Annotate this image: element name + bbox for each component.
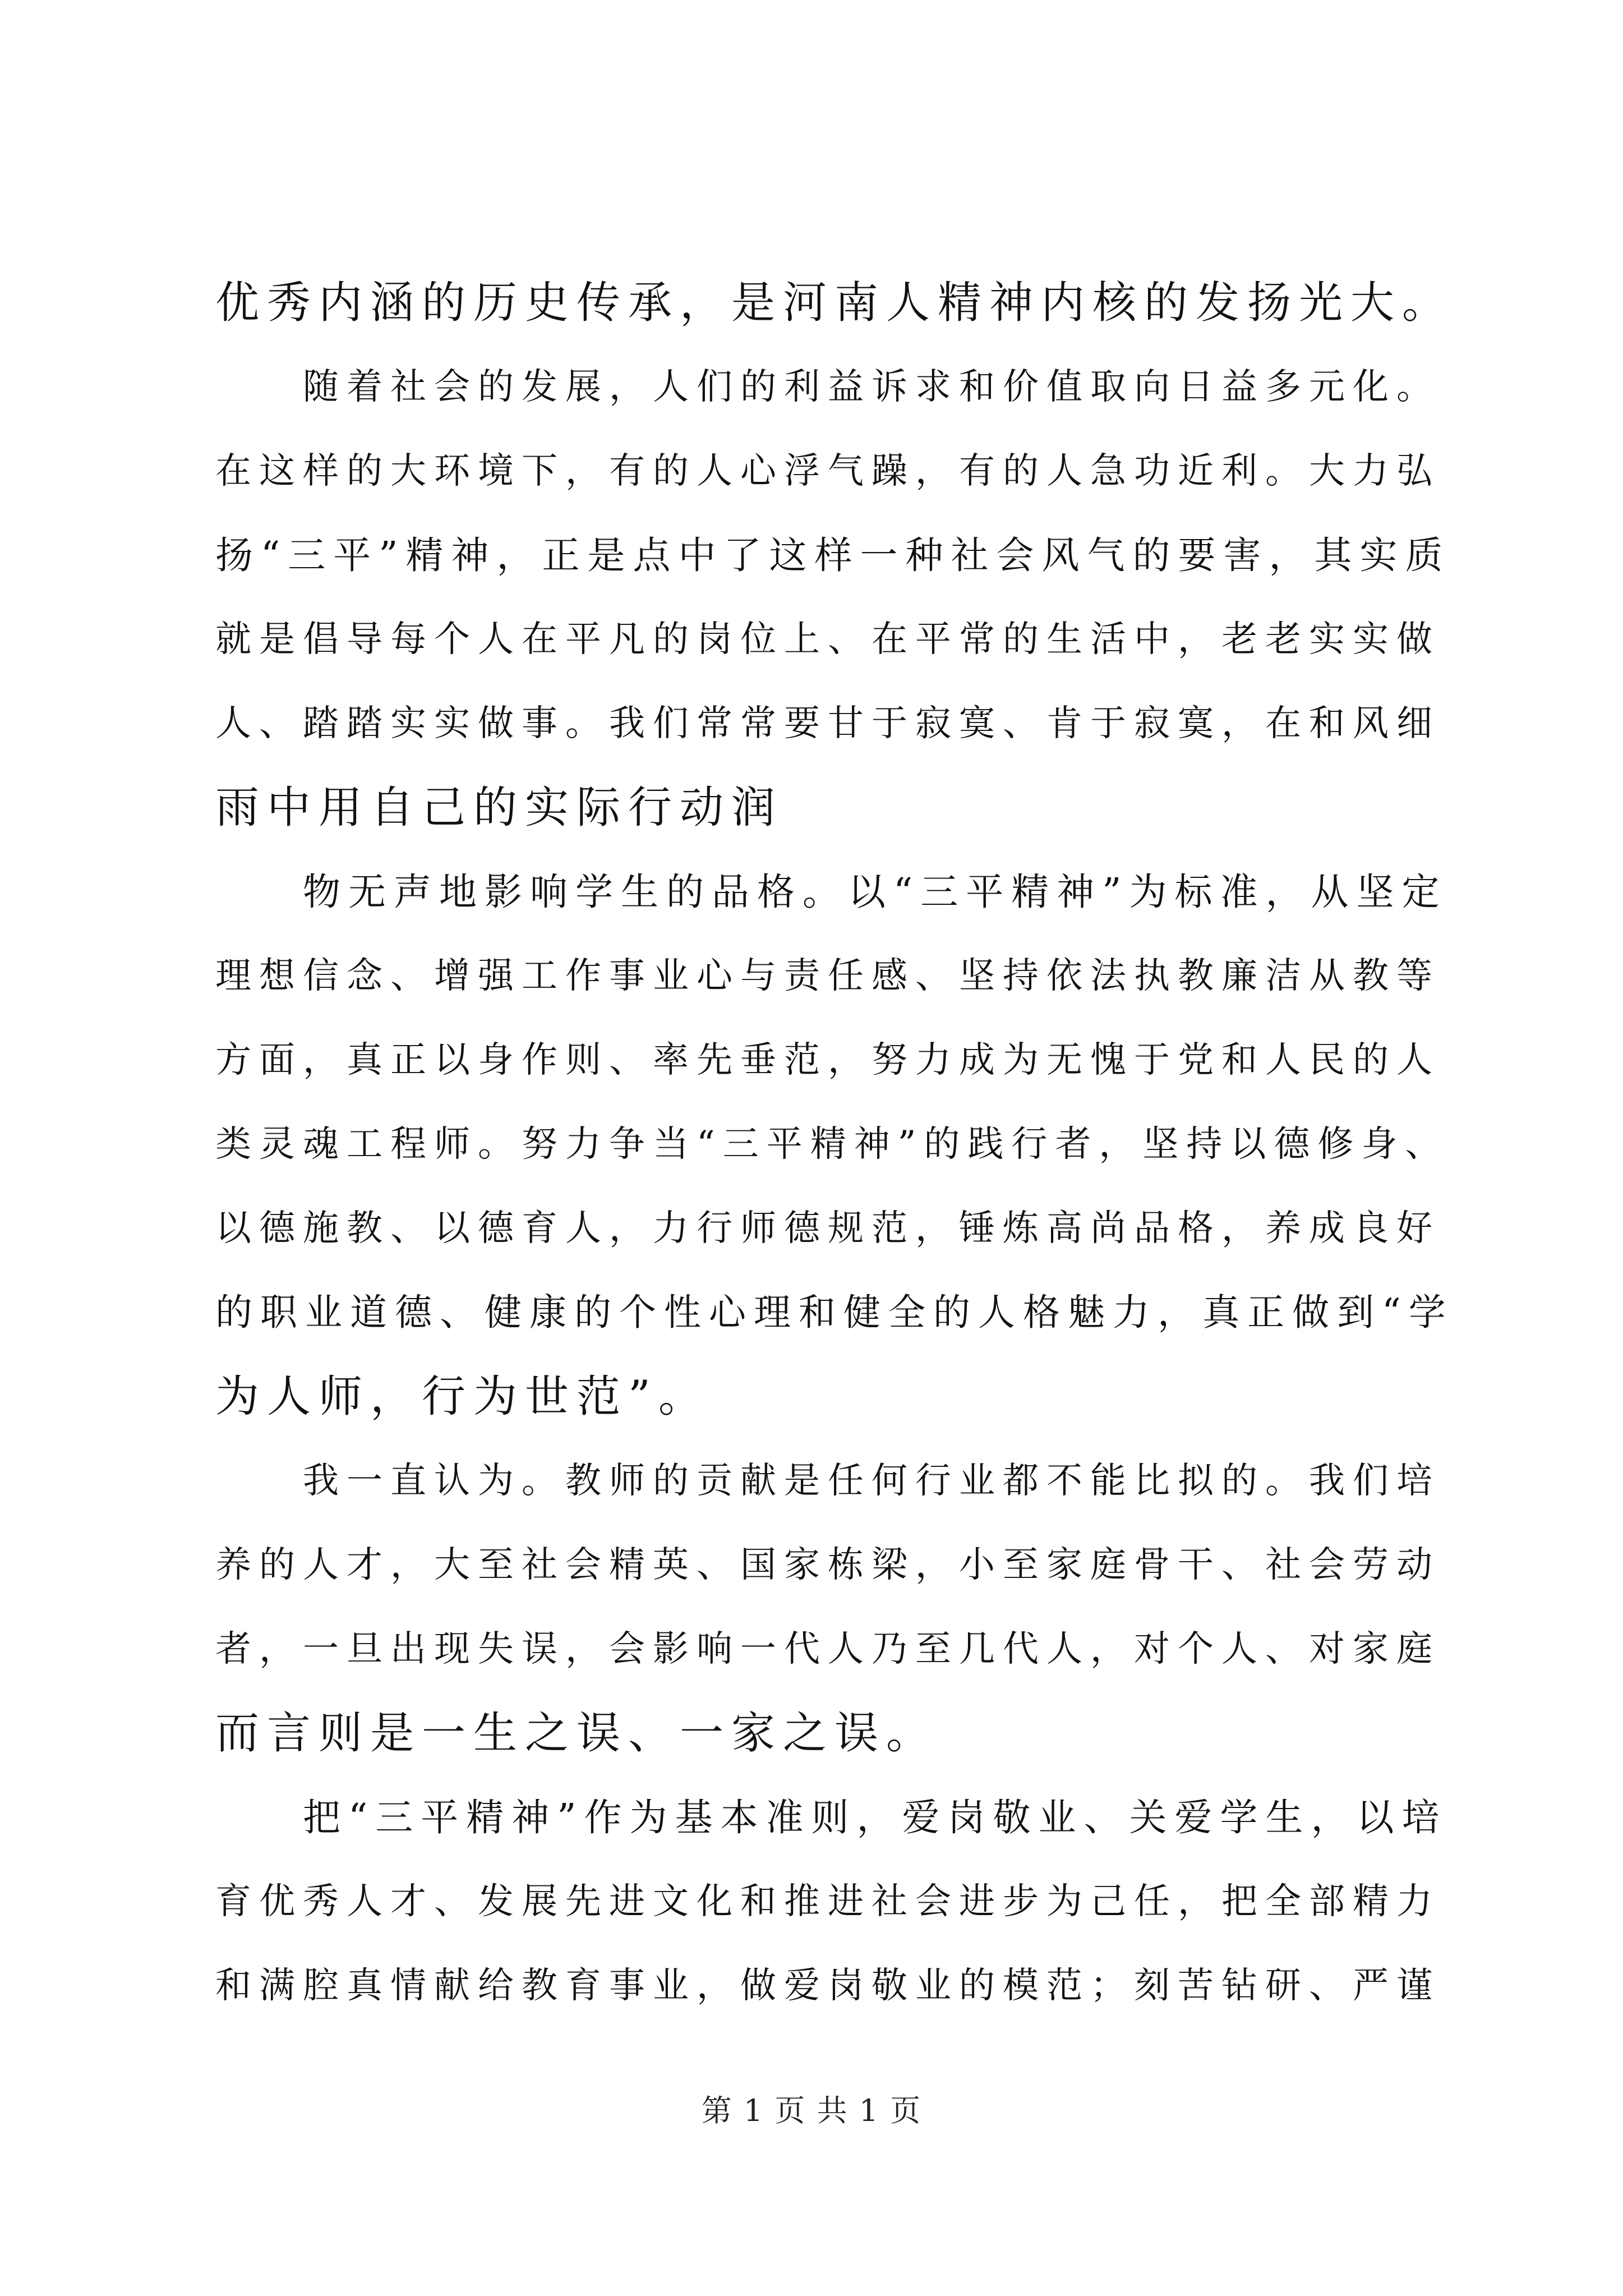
- body-line: 在这样的大环境下，有的人心浮气躁，有的人急功近利。大力弘: [215, 450, 1440, 492]
- body-line: 雨中用自己的实际行动润: [215, 783, 783, 833]
- body-line: 类灵魂工程师。努力争当“三平精神”的践行者，坚持以德修身、: [215, 1124, 1449, 1165]
- body-line: 为人师，行为世范”。: [215, 1372, 710, 1422]
- body-line: 人、踏踏实实做事。我们常常要甘于寂寞、肯于寂寞，在和风细: [215, 703, 1440, 744]
- body-line: 扬“三平”精神，正是点中了这样一种社会风气的要害，其实质: [215, 533, 1451, 577]
- body-line: 以德施教、以德育人，力行师德规范，锤炼高尚品格，养成良好: [215, 1208, 1440, 1249]
- body-line: 和满腔真情献给教育事业，做爱岗敬业的模范；刻苦钻研、严谨: [215, 1965, 1440, 2007]
- body-line: 养的人才，大至社会精英、国家栋梁，小至家庭骨干、社会劳动: [215, 1544, 1440, 1586]
- body-line: 育优秀人才、发展先进文化和推进社会进步为己任，把全部精力: [215, 1881, 1440, 1922]
- body-line: 的职业道德、健康的个性心理和健全的人格魅力，真正做到“学: [215, 1291, 1454, 1334]
- body-line: 方面，真正以身作则、率先垂范，努力成为无愧于党和人民的人: [215, 1039, 1440, 1081]
- body-line: 优秀内涵的历史传承，是河南人精神内核的发扬光大。: [215, 278, 1454, 328]
- paragraph-first-line: 把“三平精神”作为基本准则，爱岗敬业、关爱学生，以培: [303, 1796, 1447, 1839]
- paragraph-first-line: 随着社会的发展，人们的利益诉求和价值取向日益多元化。: [303, 366, 1440, 408]
- paragraph-first-line: 我一直认为。教师的贡献是任何行业都不能比拟的。我们培: [303, 1460, 1440, 1502]
- body-line: 者，一旦出现失误，会影响一代人乃至几代人，对个人、对家庭: [215, 1628, 1440, 1670]
- body-line: 就是倡导每个人在平凡的岗位上、在平常的生活中，老老实实做: [215, 619, 1440, 660]
- body-line: 理想信念、增强工作事业心与责任感、坚持依法执教廉洁从教等: [215, 955, 1440, 997]
- page-footer: 第 1 页 共 1 页: [701, 2093, 922, 2128]
- body-line: 而言则是一生之误、一家之误。: [215, 1708, 938, 1759]
- paragraph-first-line: 物无声地影响学生的品格。以“三平精神”为标准，从坚定: [303, 870, 1447, 914]
